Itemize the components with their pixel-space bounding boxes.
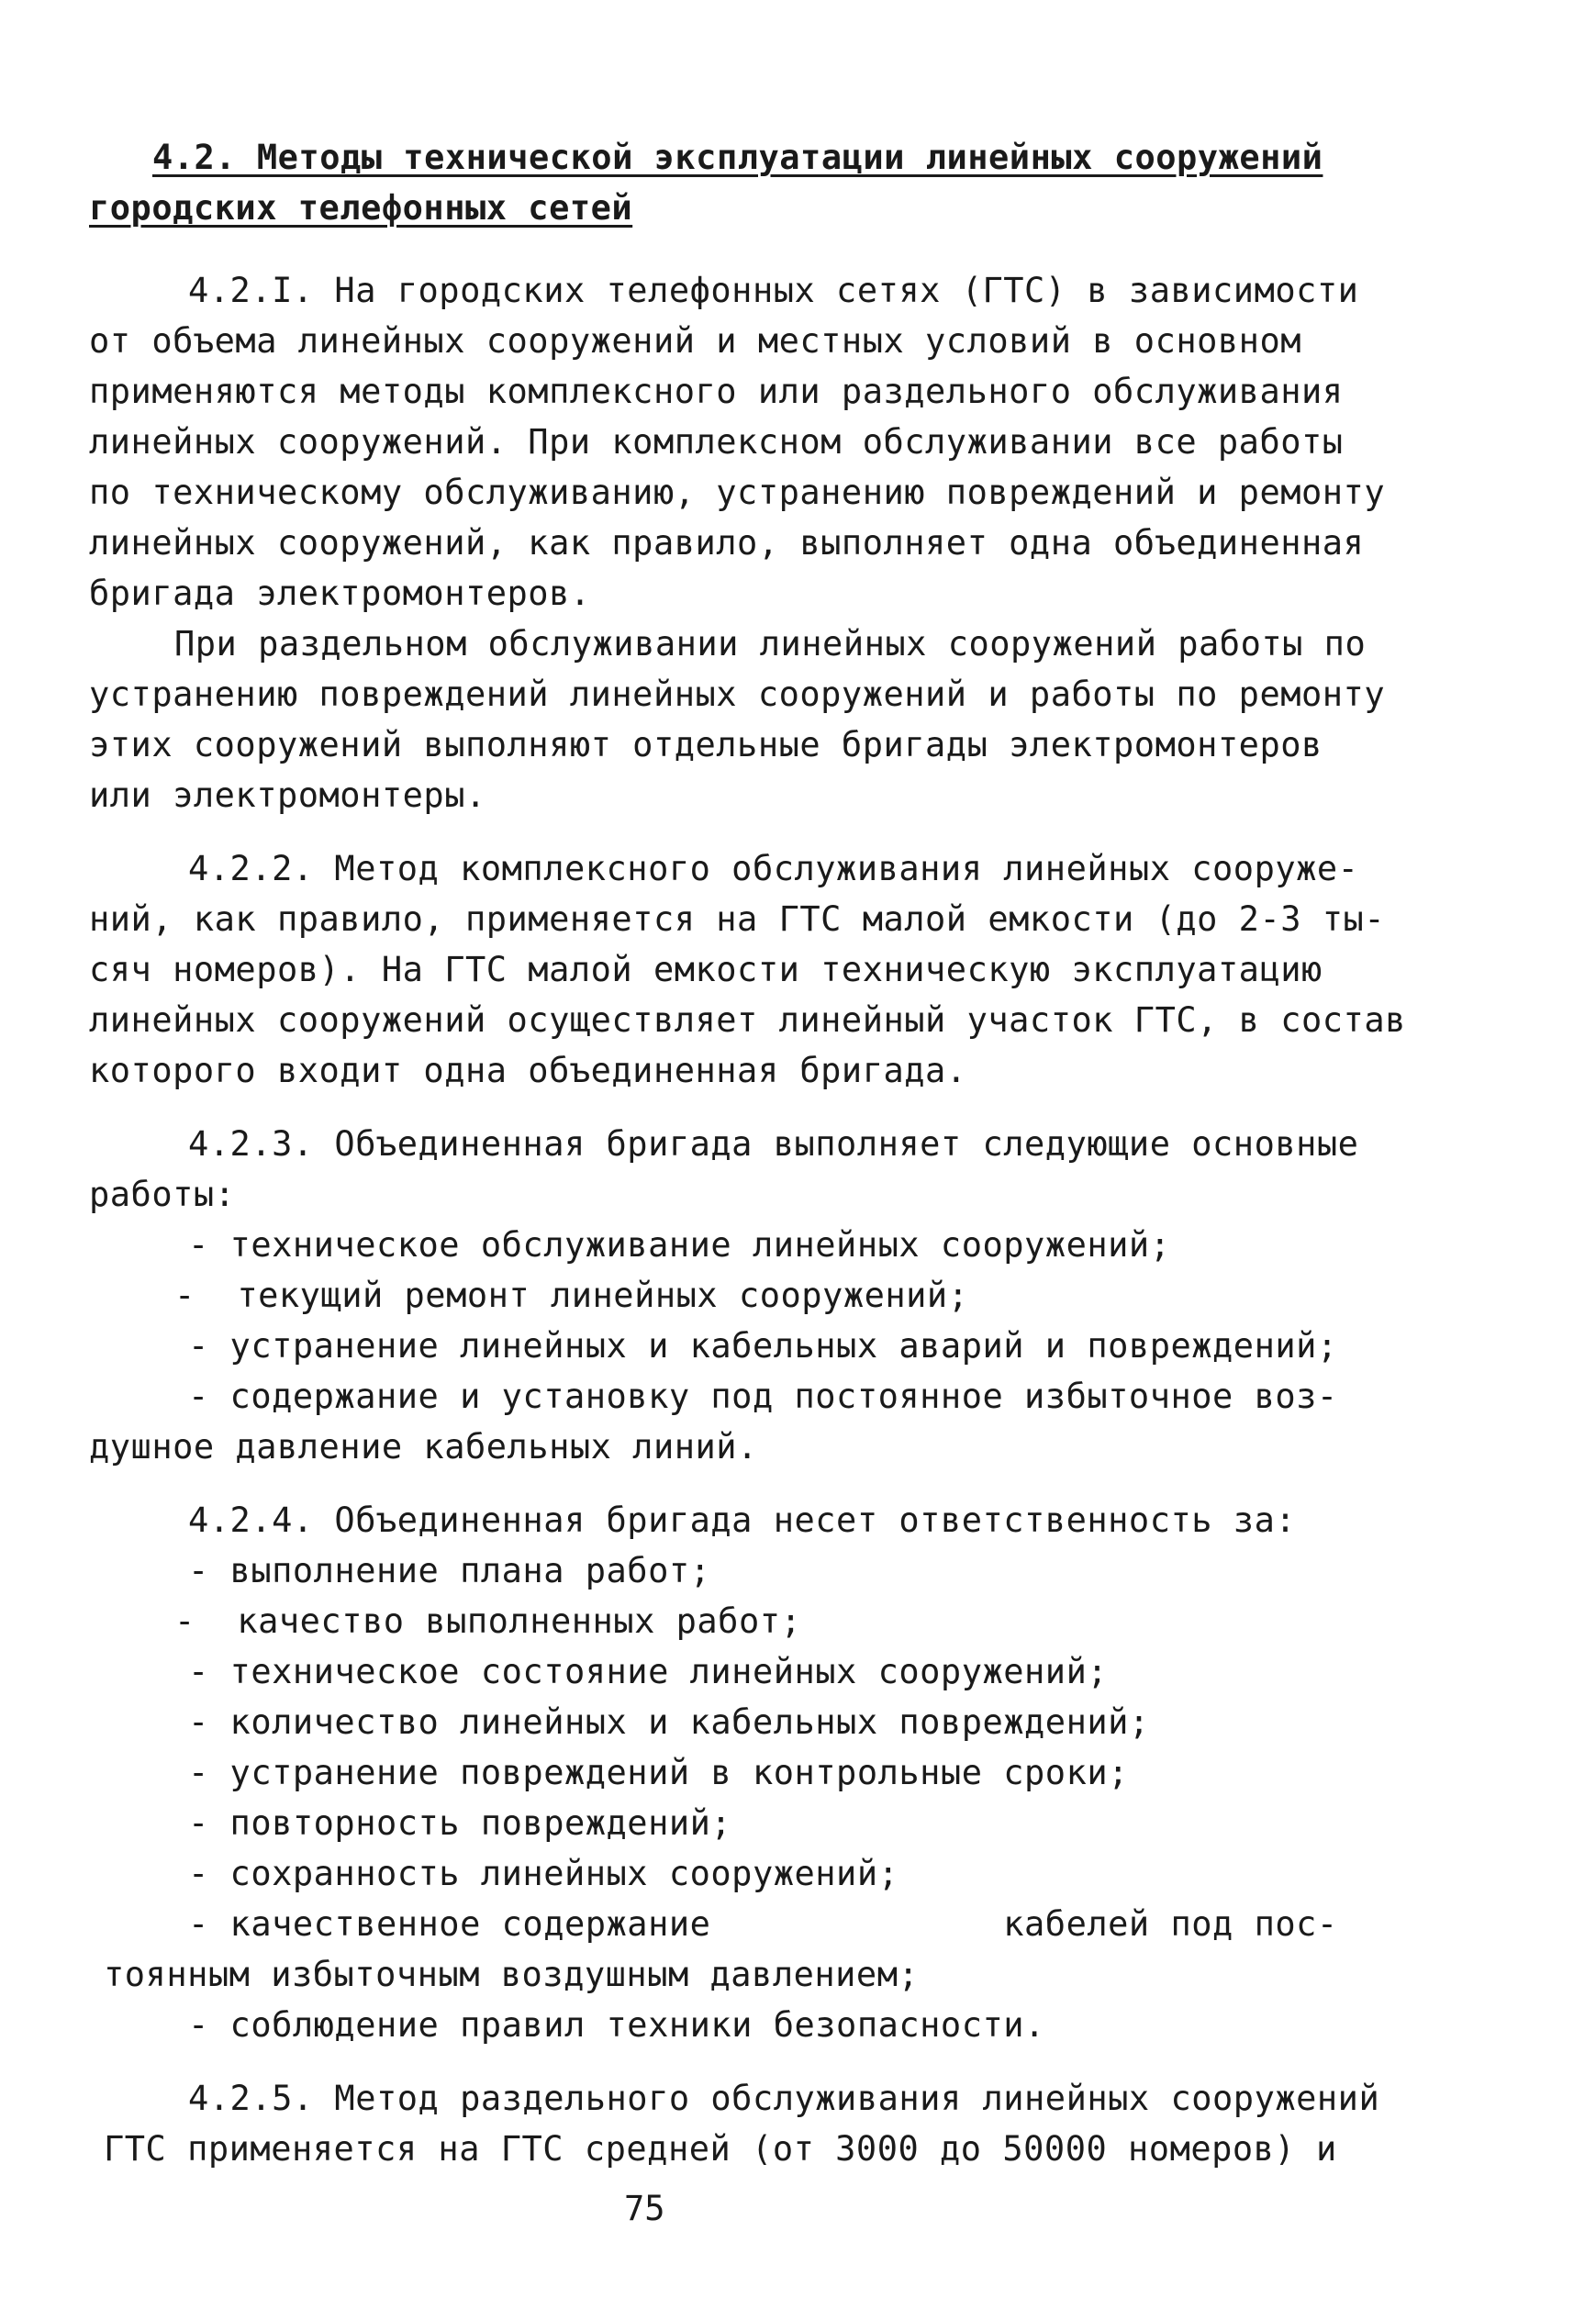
- section-heading-line-2: городских телефонных сетей: [89, 188, 633, 228]
- paragraph-line: При раздельном обслуживании линейных сооружений работы по: [174, 624, 1367, 664]
- list-item: - техническое состояние линейных сооружений;: [188, 1652, 1109, 1691]
- list-item: - содержание и установку под постоянное избыточное воз-: [188, 1377, 1338, 1416]
- paragraph-line: 4.2.3. Объединенная бригада выполняет следующие основные: [188, 1124, 1359, 1164]
- paragraph-line: применяются методы комплексного или раздельного обслуживания: [89, 372, 1344, 411]
- paragraph-line: ний, как правило, применяется на ГТС малой емкости (до 2-3 ты-: [89, 899, 1386, 939]
- paragraph-line: бригада электромонтеров.: [89, 574, 591, 613]
- list-item: - устранение повреждений в контрольные сроки;: [188, 1753, 1129, 1792]
- paragraph-line: работы:: [89, 1175, 236, 1214]
- page-number: 75: [624, 2189, 665, 2228]
- paragraph-line: по техническому обслуживанию, устранению повреждений и ремонту: [89, 473, 1386, 512]
- paragraph-line: сяч номеров). На ГТС малой емкости техническую эксплуатацию: [89, 950, 1323, 989]
- section-heading-line-1: 4.2. Методы технической эксплуатации линейных сооружений: [152, 138, 1323, 177]
- paragraph-line: или электромонтеры.: [89, 775, 486, 815]
- paragraph-line: линейных сооружений осуществляет линейный участок ГТС, в состав: [89, 1000, 1406, 1040]
- paragraph-line: устранению повреждений линейных сооружений и работы по ремонту: [89, 675, 1386, 714]
- list-item: - соблюдение правил техники безопасности.: [188, 2005, 1045, 2045]
- paragraph-line: линейных сооружений. При комплексном обслуживании все работы: [89, 422, 1344, 462]
- paragraph-line: ГТС применяется на ГТС средней (от 3000 до 50000 номеров) и: [104, 2129, 1337, 2169]
- paragraph-line: от объема линейных сооружений и местных условий в основном: [89, 321, 1302, 361]
- paragraph-line: 4.2.5. Метод раздельного обслуживания линейных сооружений: [188, 2079, 1380, 2118]
- paragraph-line: 4.2.I. На городских телефонных сетях (ГТС) в зависимости: [188, 271, 1359, 310]
- list-item: - количество линейных и кабельных повреждений;: [188, 1702, 1150, 1742]
- paragraph-line: которого входит одна объединенная бригада.: [89, 1051, 967, 1090]
- list-item: - качественное содержание кабелей под пос-: [188, 1904, 1338, 1944]
- list-item: - текущий ремонт линейных сооружений;: [174, 1276, 969, 1315]
- paragraph-line: этих сооружений выполняют отдельные бригады электромонтеров: [89, 725, 1323, 764]
- paragraph-line: линейных сооружений, как правило, выполняет одна объединенная: [89, 523, 1365, 563]
- list-item: - устранение линейных и кабельных аварий и повреждений;: [188, 1326, 1338, 1366]
- list-item: - качество выполненных работ;: [174, 1601, 802, 1641]
- paragraph-line: 4.2.2. Метод комплексного обслуживания линейных сооруже-: [188, 849, 1359, 888]
- list-item: - выполнение плана работ;: [188, 1551, 711, 1590]
- list-item-continuation: тоянным избыточным воздушным давлением;: [104, 1955, 920, 1994]
- list-item: - повторность повреждений;: [188, 1803, 732, 1843]
- paragraph-line: 4.2.4. Объединенная бригада несет ответственность за:: [188, 1500, 1297, 1540]
- list-item: - сохранность линейных сооружений;: [188, 1854, 899, 1893]
- list-item-continuation: душное давление кабельных линий.: [89, 1427, 758, 1467]
- list-item: - техническое обслуживание линейных сооружений;: [188, 1225, 1171, 1265]
